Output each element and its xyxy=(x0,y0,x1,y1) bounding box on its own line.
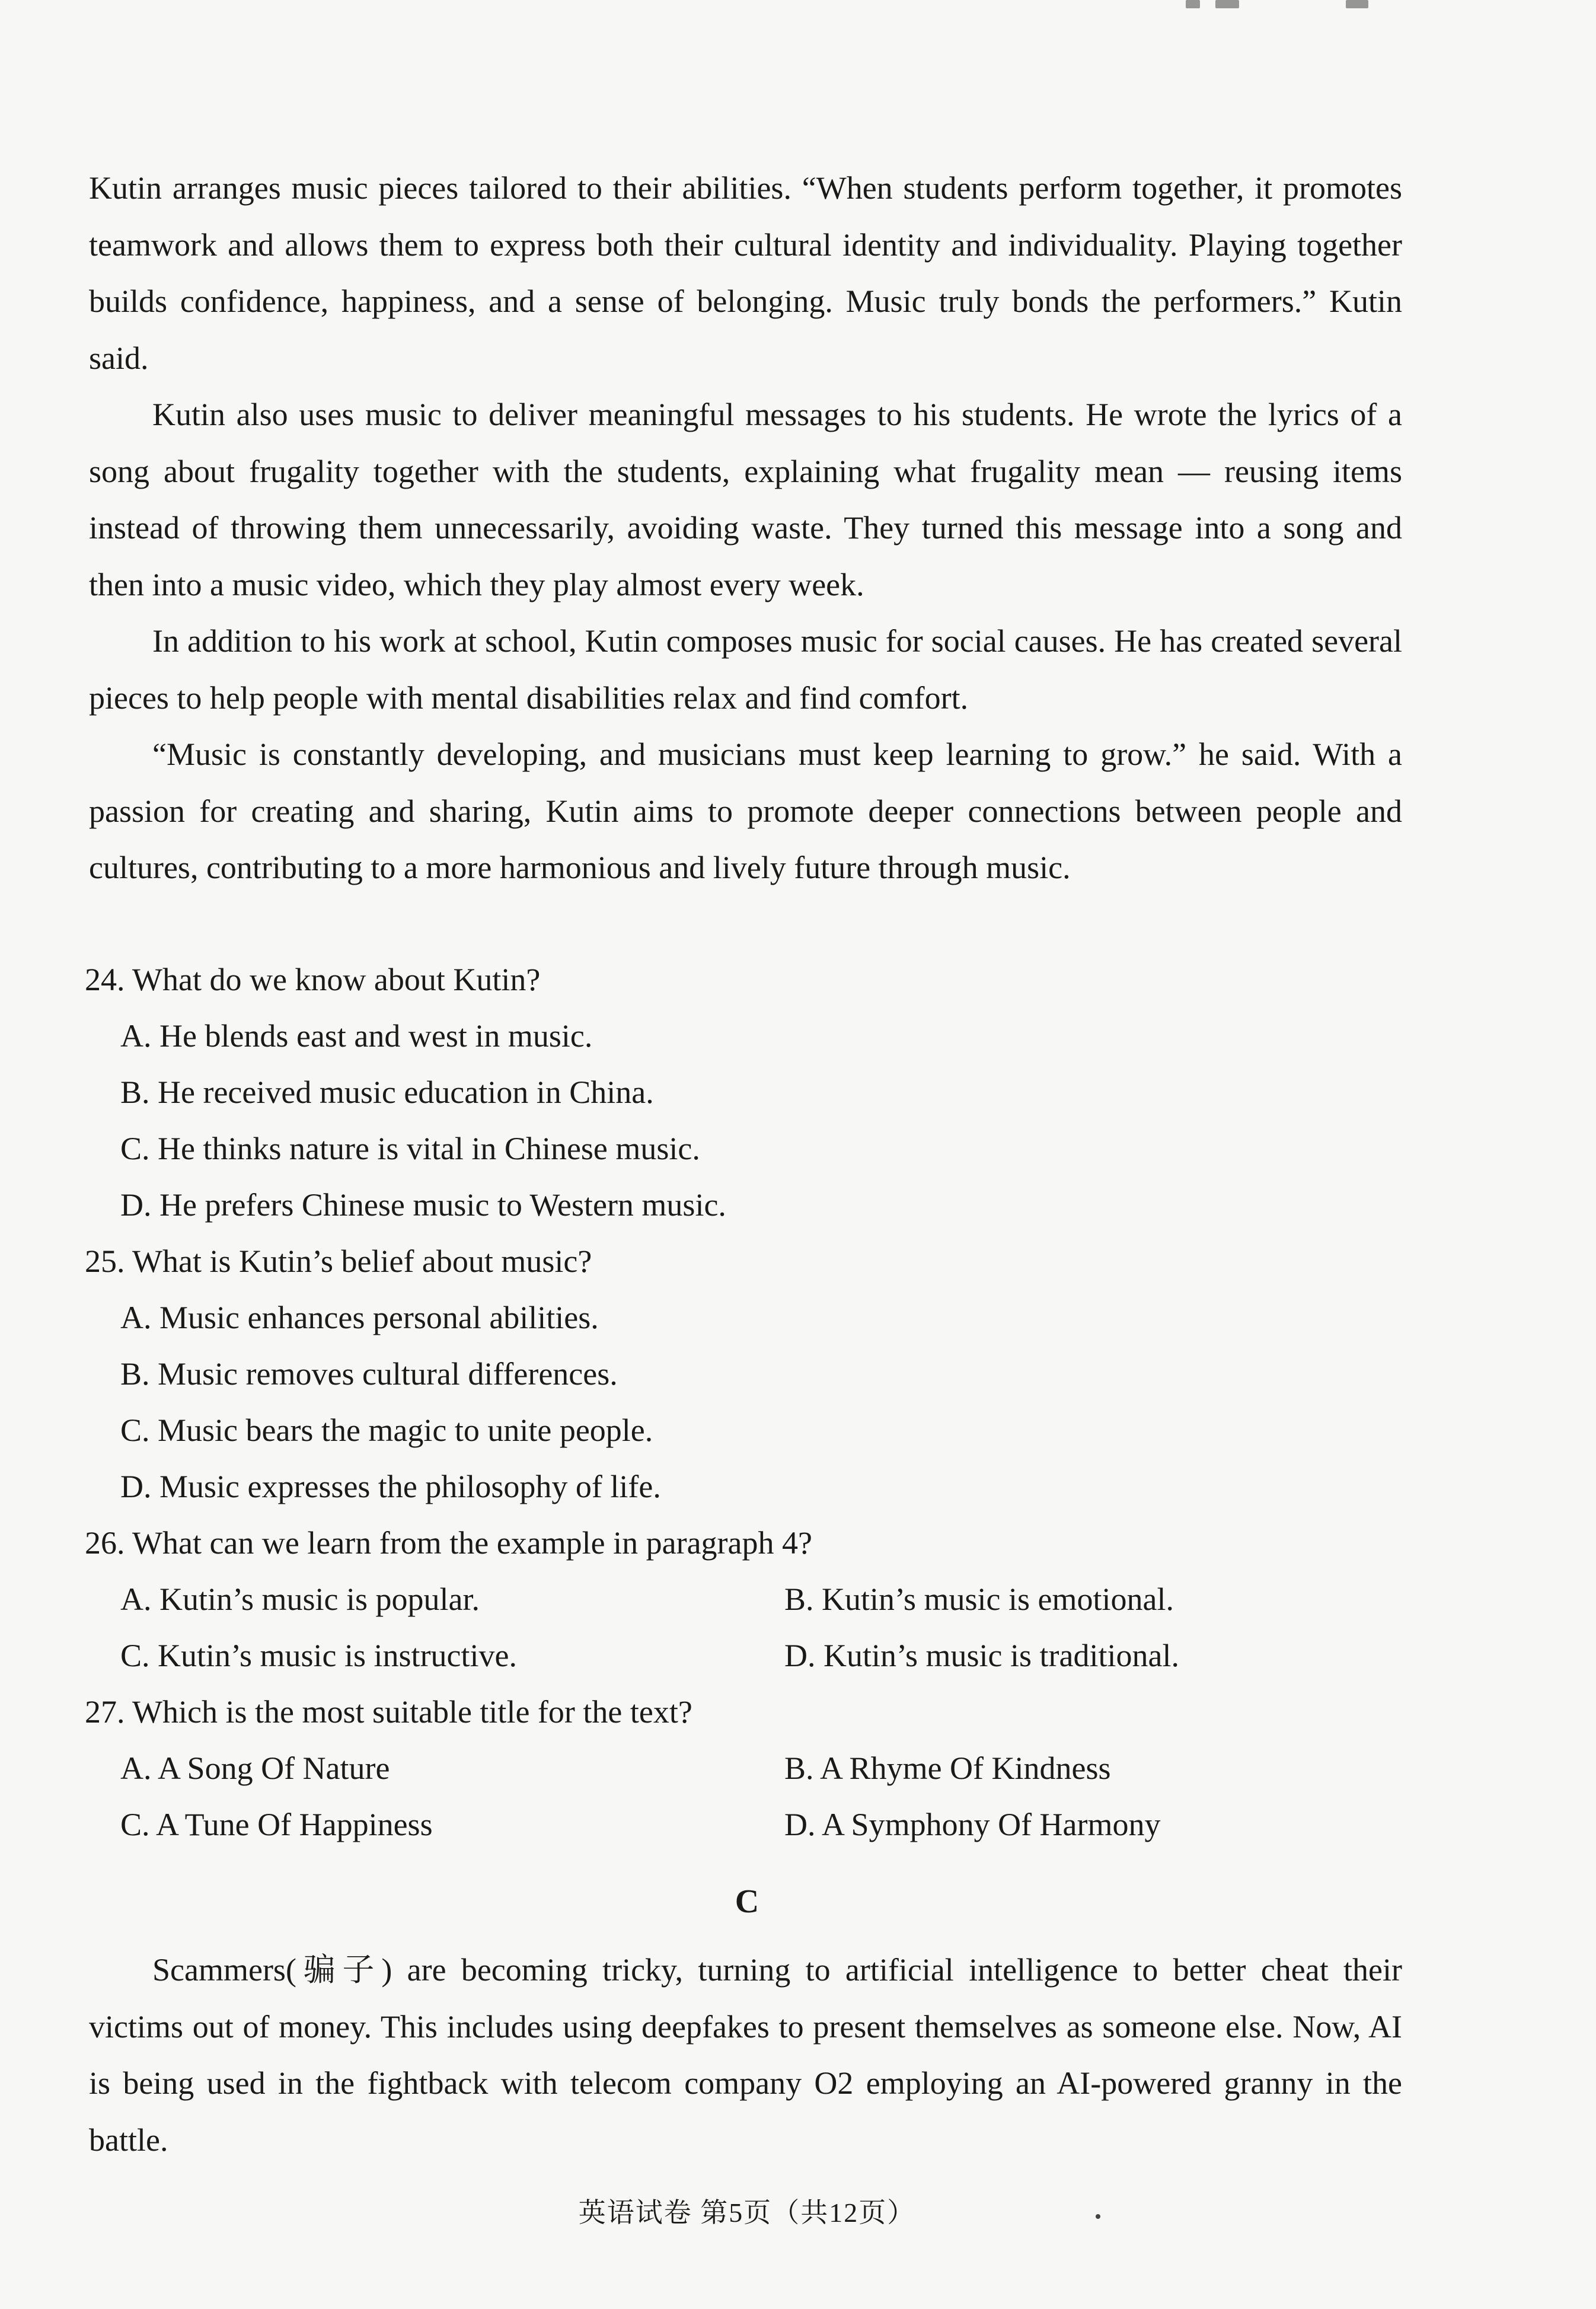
question-27 xyxy=(85,1684,1448,1853)
question-25 xyxy=(85,1233,1448,1515)
option-row xyxy=(120,1571,1448,1628)
question-stem: 25. What is Kutin’s belief about music? xyxy=(85,1243,592,1279)
option-b: B. Kutin’s music is emotional. xyxy=(784,1581,1174,1617)
option-a: A. Music enhances personal abilities. xyxy=(120,1300,599,1335)
question-list xyxy=(85,952,1448,1853)
scan-artifact xyxy=(1186,0,1200,8)
section-heading: C xyxy=(735,1883,759,1920)
option-b: B. A Rhyme Of Kindness xyxy=(784,1750,1111,1786)
option-a: A. A Song Of Nature xyxy=(120,1750,390,1786)
option-a: A. He blends east and west in music. xyxy=(120,1018,593,1054)
paragraph: “Music is constantly developing, and musicians must keep learning to grow.” he said. With a passion for creating and sharing, Kutin aims to promote deeper connections between people and cultures, contributing to a more harmonious and lively future through music. xyxy=(89,736,1402,885)
question-stem: 26. What can we learn from the example in paragraph 4? xyxy=(85,1525,812,1561)
page-footer: 英语试卷 第5页（共12页） xyxy=(578,2198,916,2228)
paragraph: In addition to his work at school, Kutin composes music for social causes. He has created several pieces to help people with mental disabilities relax and find comfort. xyxy=(89,623,1402,716)
option-row xyxy=(120,1740,1448,1797)
question-26 xyxy=(85,1515,1448,1684)
option-b: B. He received music education in China. xyxy=(120,1074,654,1110)
passage-c xyxy=(89,1942,1402,2168)
passage-b xyxy=(89,160,1402,897)
scan-artifact xyxy=(1346,0,1368,8)
option-b: B. Music removes cultural differences. xyxy=(120,1356,618,1392)
option-row xyxy=(120,1628,1448,1684)
paragraph: Kutin arranges music pieces tailored to their abilities. “When students perform together, it promotes teamwork and allows them to express both their cultural identity and individuality. Playing together builds confidence, happiness, and a sense of belonging. Music truly bonds the performers.” Kutin said. xyxy=(89,170,1402,376)
option-c: C. Kutin’s music is instructive. xyxy=(120,1638,517,1673)
paragraph: Kutin also uses music to deliver meaningful messages to his students. He wrote the lyrics of a song about frugality together with the students, explaining what frugality mean — reusing items instead of throwing them unnecessarily, avoiding waste. They turned this message into a song and then into a music video, which they play almost every week. xyxy=(89,397,1402,602)
scan-artifact xyxy=(1096,2214,1100,2219)
option-row xyxy=(120,1797,1448,1853)
option-d: D. Music expresses the philosophy of life. xyxy=(120,1469,661,1504)
option-c: C. He thinks nature is vital in Chinese music. xyxy=(120,1131,700,1166)
option-a: A. Kutin’s music is popular. xyxy=(120,1581,480,1617)
question-stem: 27. Which is the most suitable title for the text? xyxy=(85,1694,692,1730)
option-c: C. Music bears the magic to unite people. xyxy=(120,1412,653,1448)
option-c: C. A Tune Of Happiness xyxy=(120,1807,433,1842)
question-stem: 24. What do we know about Kutin? xyxy=(85,962,541,997)
paragraph: Scammers(骗子) are becoming tricky, turning to artificial intelligence to better cheat their victims out of money. This includes using deepfakes to present themselves as someone else. Now, AI is being used in the fightback with telecom company O2 employing an AI-powered granny in the battle. xyxy=(89,1952,1402,2158)
option-d: D. Kutin’s music is traditional. xyxy=(784,1638,1179,1673)
question-24 xyxy=(85,952,1448,1233)
scan-artifact xyxy=(1215,0,1239,8)
option-d: D. He prefers Chinese music to Western music. xyxy=(120,1187,726,1223)
option-d: D. A Symphony Of Harmony xyxy=(784,1807,1161,1842)
